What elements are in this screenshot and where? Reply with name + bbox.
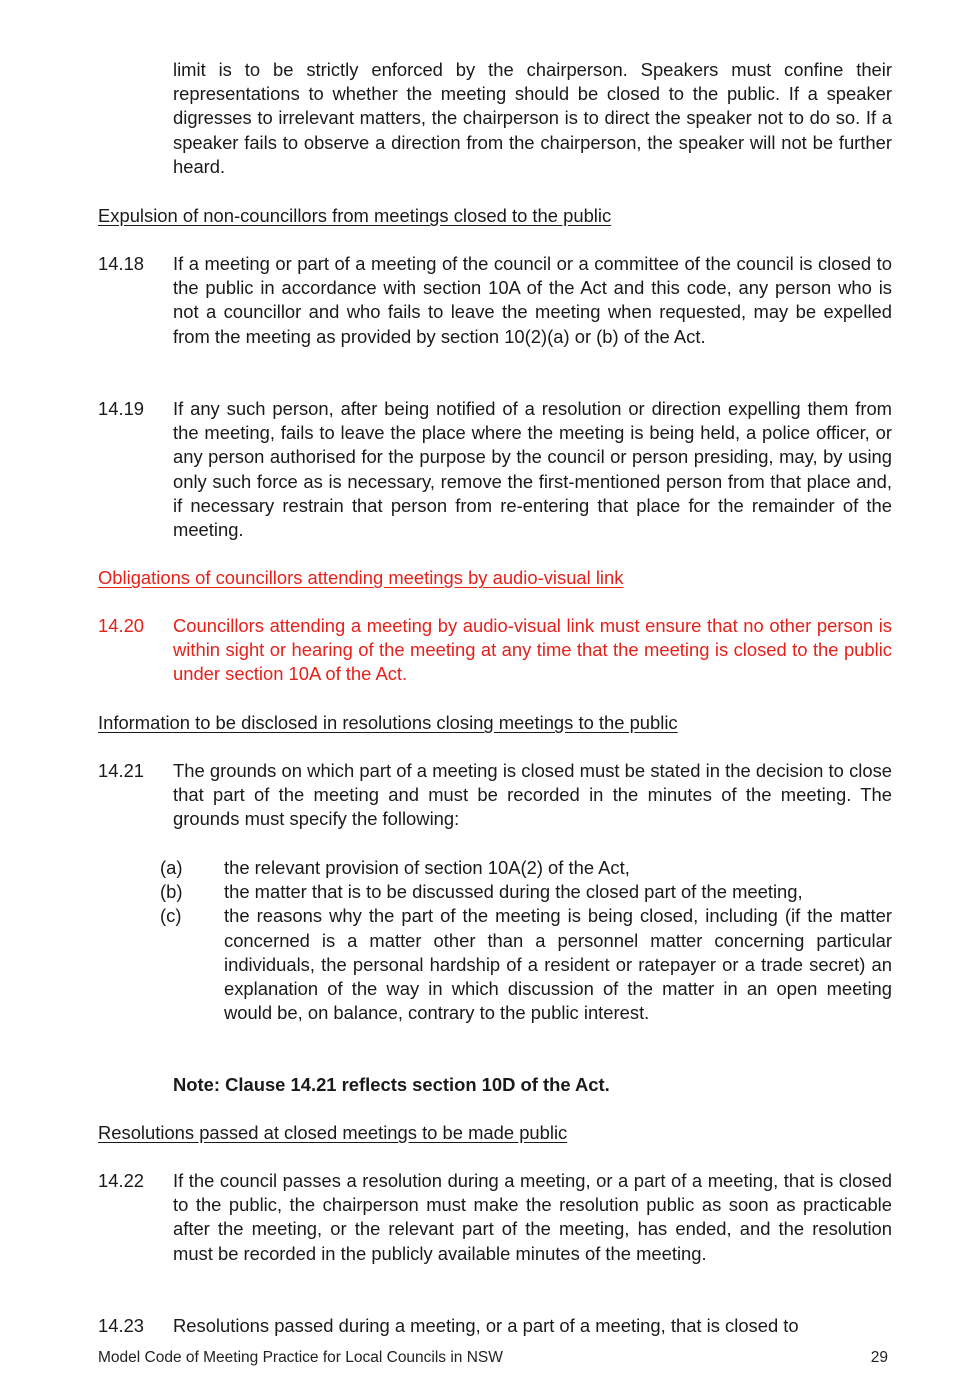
clause-text: If a meeting or part of a meeting of the council or a committee of the council is closed to the public in accordance with section 10A of the Act and this code, any person who is not a councillor and who fails to leave the meeting when requested, may be expelled from the meeting as provided by section 10(2)(a) or (b) of the Act. [173, 253, 892, 347]
clause-14-21-sublist [160, 856, 892, 1025]
clause-text: If the council passes a resolution during a meeting, or a part of a meeting, that is closed to the public, the chairperson must make the resolution public as soon as practicable after the meeting, or the relevant part of the meeting, has ended, and the resolution must be recorded in the publicly available minutes of the meeting. [173, 1170, 892, 1264]
list-item [160, 904, 892, 1025]
page-number: 29 [870, 1349, 888, 1366]
clause-number: 14.18 [98, 253, 145, 274]
clause-number: 14.20 [98, 615, 145, 636]
list-item-text: the relevant provision of section 10A(2) of the Act, [224, 857, 630, 878]
clause-14-18 [98, 252, 892, 349]
clause-text: The grounds on which part of a meeting is closed must be stated in the decision to close that part of the meeting and must be recorded in the minutes of the meeting. The grounds must specify the following: [173, 760, 892, 830]
clause-text: Resolutions passed during a meeting, or a part of a meeting, that is closed to [173, 1315, 799, 1336]
heading-audio-visual: Obligations of councillors attending meetings by audio-visual link [98, 567, 624, 588]
clause-14-21 [98, 759, 892, 832]
footer-title: Model Code of Meeting Practice for Local Councils in NSW [98, 1349, 503, 1366]
list-item-text: the matter that is to be discussed during the closed part of the meeting, [224, 881, 803, 903]
list-item-text: the reasons why the part of the meeting is being closed, including (if the matter concerned is a matter other than a personnel matter concerning particular individuals, the personal hardship of a resident or ratepayer or a trade secret) an explanation of the way in which discussion of the matter in an open meeting would be, on balance, contrary to the public interest. [224, 905, 892, 1024]
clause-14-19 [98, 397, 892, 542]
list-item-label: (b) [160, 881, 183, 903]
heading-resolutions: Resolutions passed at closed meetings to be made public [98, 1122, 568, 1143]
heading-expulsion: Expulsion of non-councillors from meetings closed to the public [98, 205, 612, 226]
clause-number: 14.23 [98, 1315, 145, 1336]
clause-number: 14.19 [98, 398, 145, 419]
list-item-label: (a) [160, 857, 183, 878]
continuation-paragraph: limit is to be strictly enforced by the chairperson. Speakers must confine their representations to whether the meeting should be closed to the public. If a speaker digresses to irrelevant matters, the chairperson is to direct the speaker not to do so. If a speaker fails to observe a direction from the chairperson, the speaker will not be further heard. [173, 59, 892, 177]
clause-14-20 [98, 614, 892, 687]
clause-number: 14.21 [98, 760, 145, 781]
list-item [160, 880, 892, 904]
note-14-21: Note: Clause 14.21 reflects section 10D of the Act. [173, 1074, 610, 1095]
clause-number: 14.22 [98, 1170, 145, 1191]
clause-14-22 [98, 1169, 892, 1266]
list-item [160, 856, 892, 880]
list-item-label: (c) [160, 905, 182, 927]
clause-text: Councillors attending a meeting by audio-visual link must ensure that no other person is within sight or hearing of the meeting at any time that the meeting is closed to the public under section 10A of the Act. [173, 615, 892, 685]
clause-14-23 [98, 1314, 892, 1338]
heading-disclosure: Information to be disclosed in resolutions closing meetings to the public [98, 712, 678, 733]
clause-text: If any such person, after being notified of a resolution or direction expelling them from the meeting, fails to leave the place where the meeting is being held, a police officer, or any person authorised for the purpose by the council or person presiding, may, by using only such force as is necessary, remove the first-mentioned person from that place and, if necessary restrain that person from re-entering that place for the remainder of the meeting. [173, 398, 892, 541]
page-footer [98, 1348, 888, 1368]
